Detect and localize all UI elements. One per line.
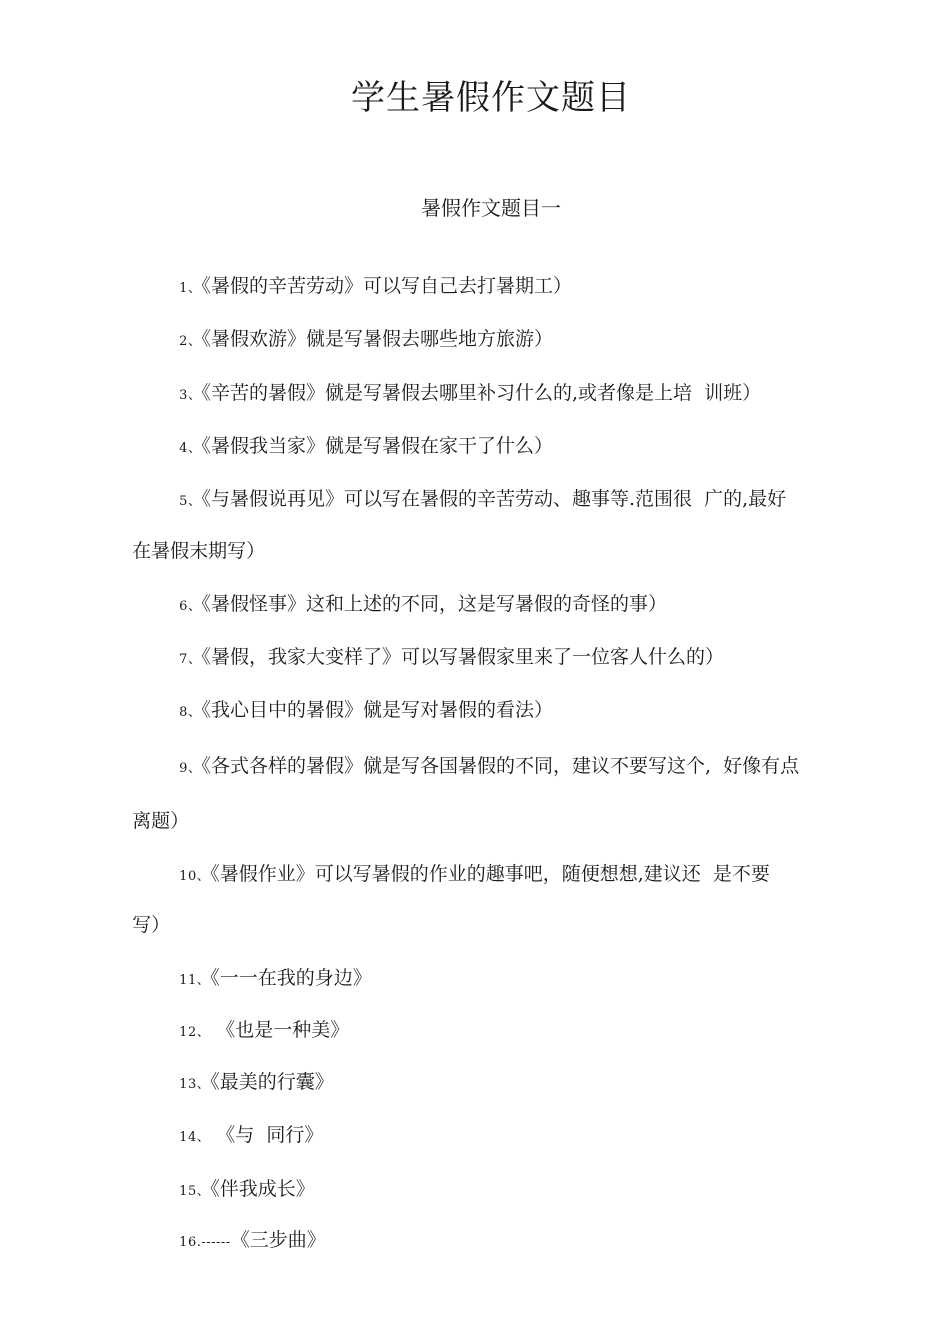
- item-text: 《一一在我的身边》: [210, 967, 372, 989]
- item-text: 《暑假作业》可以写暑假的作业的趣事吧，随便想想,建议还 是不要: [210, 863, 770, 885]
- list-item: [155, 727, 799, 808]
- item-number: 2、: [179, 334, 202, 349]
- item-text: 《与暑假说再见》可以写在暑假的辛苦劳动、趣事等.范围很 广的,最好: [201, 488, 787, 510]
- item-number: 5、: [179, 494, 202, 509]
- item-text: 《我心目中的暑假》僦是写对暑假的看法）: [201, 699, 553, 721]
- item-text: 《暑假，我家大变样了》可以写暑假家里来了一位客人什么的）: [201, 646, 724, 668]
- item-text-continued: 写）: [132, 914, 171, 936]
- item-number: 13、: [179, 1077, 211, 1092]
- item-number: 15、: [179, 1184, 211, 1199]
- item-text-continued: 离题）: [132, 810, 190, 832]
- item-text: 《最美的行囊》: [210, 1071, 334, 1093]
- item-number: 9、: [179, 761, 202, 776]
- list-item: [155, 835, 770, 916]
- document-title: 学生暑假作文题目: [351, 78, 631, 118]
- item-number: 3、: [179, 388, 202, 403]
- item-number: 14、: [179, 1130, 211, 1145]
- item-number: 16.------: [179, 1235, 231, 1250]
- item-text: 《伴我成长》: [210, 1178, 315, 1200]
- item-text: 《也是一种美》: [210, 1019, 350, 1041]
- item-number: 8、: [179, 705, 202, 720]
- item-text: 《各式各样的暑假》僦是写各国暑假的不同，建议不要写这个, 好像有点: [201, 755, 800, 777]
- item-text: 《辛苦的暑假》僦是写暑假去哪里补习什么的,或者像是上培 训班）: [201, 382, 762, 404]
- item-number: 1、: [179, 281, 202, 296]
- item-number: 6、: [179, 599, 202, 614]
- item-text-continued: 在暑假末期写）: [132, 540, 266, 562]
- item-text: 《三步曲》: [230, 1229, 326, 1251]
- item-number: 12、: [179, 1025, 211, 1040]
- item-number: 10、: [179, 869, 211, 884]
- item-text: 《暑假怪事》这和上述的不同，这是写暑假的奇怪的事）: [201, 593, 667, 615]
- section-heading: 暑假作文题目一: [421, 196, 561, 220]
- item-text: 《暑假的辛苦劳动》可以写自己去打暑期工）: [201, 275, 572, 297]
- item-number: 4、: [179, 441, 202, 456]
- item-number: 7、: [179, 652, 202, 667]
- list-item: [155, 1201, 326, 1282]
- item-text: 《暑假欢游》僦是写暑假去哪些地方旅游）: [201, 328, 553, 350]
- item-number: 11、: [179, 973, 211, 988]
- item-text: 《与 同行》: [210, 1124, 324, 1146]
- item-text: 《暑假我当家》僦是写暑假在家干了什么）: [201, 435, 553, 457]
